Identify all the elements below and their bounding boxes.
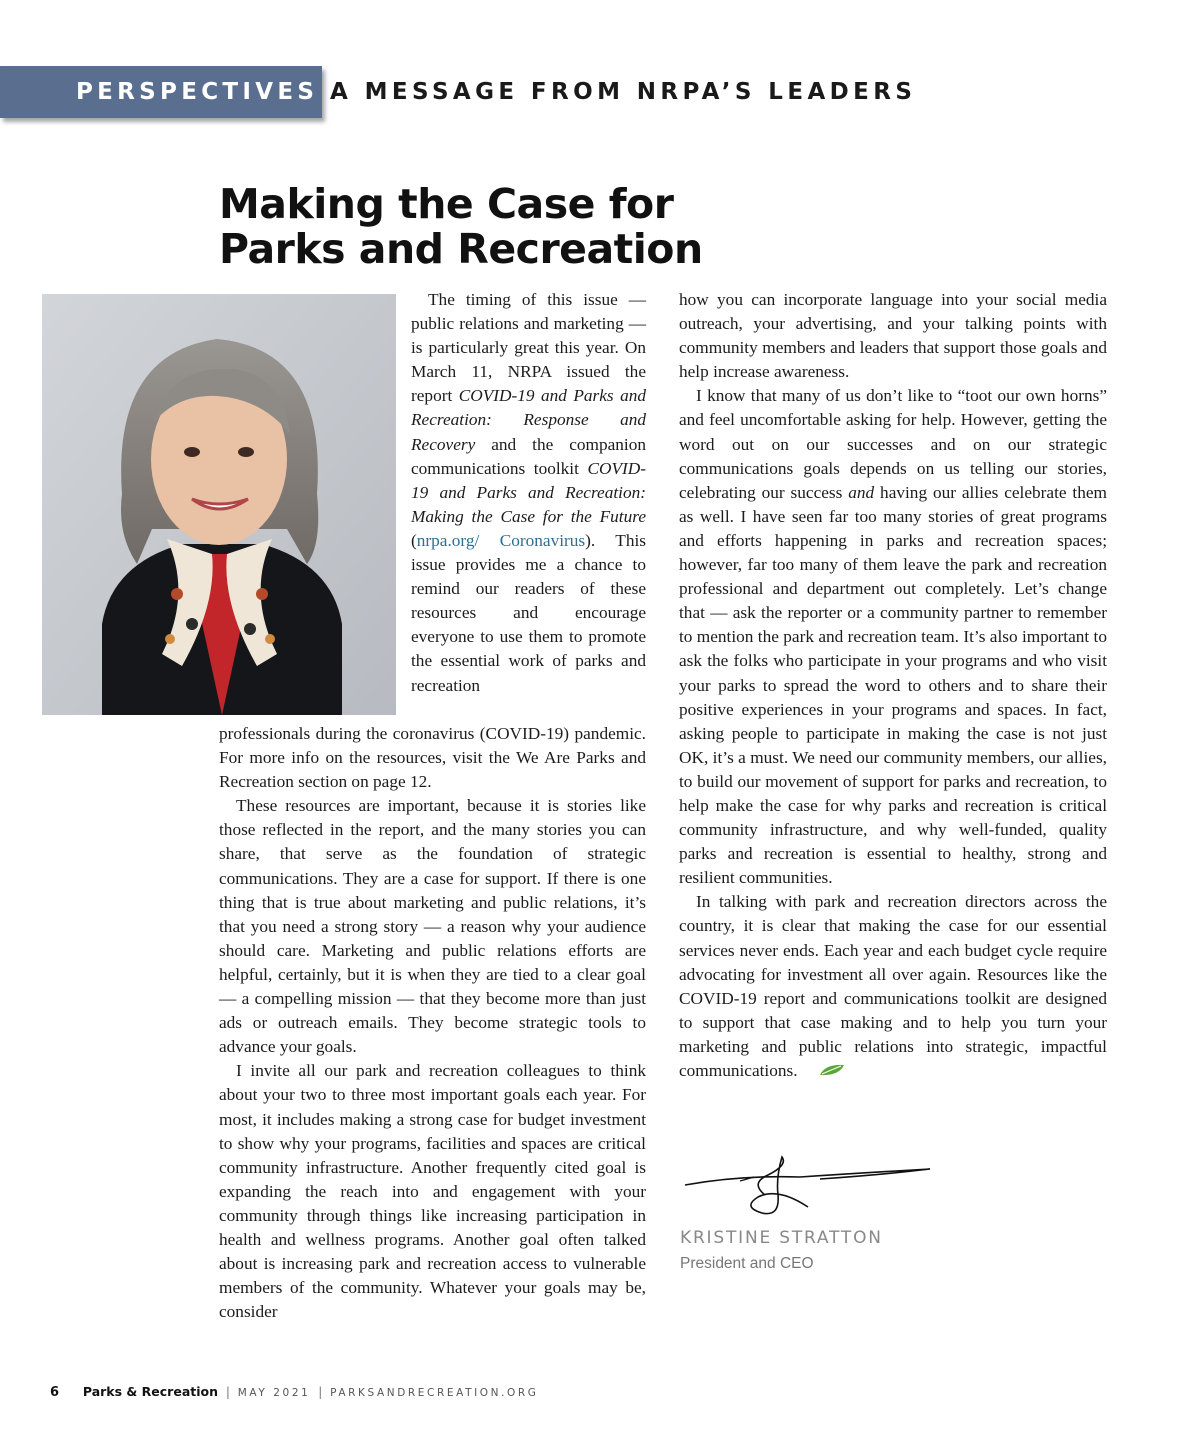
website-url[interactable]: PARKSANDRECREATION.ORG xyxy=(330,1387,539,1399)
section-label: PERSPECTIVES xyxy=(76,79,319,105)
paragraph-5 xyxy=(679,890,1107,1084)
article-title-line-1: Making the Case for xyxy=(219,180,674,228)
author-portrait xyxy=(42,294,396,715)
leaf-icon xyxy=(802,1060,845,1084)
article-title-line-2: Parks and Recreation xyxy=(219,225,703,273)
coronavirus-link[interactable]: nrpa.org/ Coronavirus xyxy=(416,530,586,550)
paragraph-1 xyxy=(411,288,646,698)
footer-separator-2: | xyxy=(318,1385,323,1399)
column-2-text xyxy=(679,288,1107,1084)
paragraph-4-text-a: I know that many of us don’t like to “toot our own horns” and feel uncomfortable asking for help. However, getting the word out on our successes and on our strategic communications goals depends on us telling our stories, celebrating our success xyxy=(679,386,1107,502)
page-footer xyxy=(50,1384,539,1400)
paragraph-5-text: In talking with park and recreation directors across the country, it is clear that making the case for our essential services never ends. Each year and each budget cycle require advocating for investment all over again. Resources like the COVID-19 report and communications toolkit are designed to support that case making and to help you turn your marketing and public relations into strategic, impactful communications. xyxy=(679,892,1107,1080)
paragraph-3: I invite all our park and recreation colleagues to think about your two to three most important goals each year. For most, it includes making a strong case for budget investment to show why your programs, facilities and spaces are critical community infrastructure. Another frequently cited goal is expanding the reach into and engagement with your community through things like increasing participation in health and wellness programs. Another goal often talked about is increasing park and recreation access to vulnerable members of the community. Whatever your goals may be, consider xyxy=(219,1061,646,1322)
page-number: 6 xyxy=(50,1385,60,1400)
column-1-text xyxy=(219,722,646,1324)
author-signature xyxy=(680,1155,940,1225)
paragraph-4-emphasis: and xyxy=(848,482,875,502)
footer-separator-1: | xyxy=(225,1385,230,1399)
toolkit-title: COVID-19 and Parks and Recreation: Making the Case for the Future xyxy=(411,458,646,526)
paragraph-4-text-b: having our allies celebrate them as well. I have seen far too many stories of great programs and efforts happening in parks and recreation spaces; however, far too many of them leave the park and recreation professional and department out completely. Let’s change that — ask the reporter or a community partner to remember to mention the park and recreation team. It’s also important to ask the folks who participate in your programs and who visit your parks to spread the word to others and to share their positive experiences in your programs and spaces. In fact, asking people to participate in making the case is not just OK, it’s a must. We need our community members, our allies, to build our movement of support for parks and recreation, to help make the case for why parks and recreation is critical community infrastructure, and why well-funded, quality parks and recreation is essential to healthy, strong and resilient communities. xyxy=(679,482,1107,888)
author-name: KRISTINE STRATTON xyxy=(680,1228,883,1248)
paragraph-2: These resources are important, because it is stories like those reflected in the report, and the many stories you can share, that serve as the foundation of strategic communications. They are a case for support. If there is one thing that is true about marketing and public relations, it’s that you need a strong story — a reason why your audience should care. Marketing and public relations efforts are helpful, certainly, but it is when they are tied to a clear goal — a compelling mission — that they become more than just ads or outreach emails. They become strategic tools to advance your goals. xyxy=(219,796,646,1057)
column-1-wrapped-text xyxy=(411,288,646,698)
paragraph-1-text-a: The timing of this issue — public relations and marketing — is particularly great this year. On March 11, NRPA issued the report xyxy=(411,290,646,406)
report-title: COVID-19 and Parks and Recreation: Response and Recovery xyxy=(411,386,646,454)
issue-date: MAY 2021 xyxy=(237,1387,311,1399)
paragraph-4 xyxy=(679,384,1107,890)
paragraph-3-continued: how you can incorporate language into your social media outreach, your advertising, and your talking points with community members and leaders that support those goals and help increase awareness. xyxy=(679,290,1107,382)
paragraph-1-text-d: ). This issue provides me a chance to remind our readers of these resources and encourage everyone to use them to promote the essential work of parks and recreation xyxy=(411,530,647,695)
article-title xyxy=(219,182,739,272)
author-role: President and CEO xyxy=(680,1255,814,1272)
paragraph-1-continued: professionals during the coronavirus (COVID-19) pandemic. For more info on the resources, visit the We Are Parks and Recreation section on page 12. xyxy=(219,724,646,792)
paragraph-1-text-b: and the companion communications toolkit xyxy=(411,434,646,478)
paragraph-1-text-c: ( xyxy=(411,530,417,550)
section-subtitle: A MESSAGE FROM NRPA’S LEADERS xyxy=(330,79,917,105)
publication-name: Parks & Recreation xyxy=(82,1384,218,1399)
